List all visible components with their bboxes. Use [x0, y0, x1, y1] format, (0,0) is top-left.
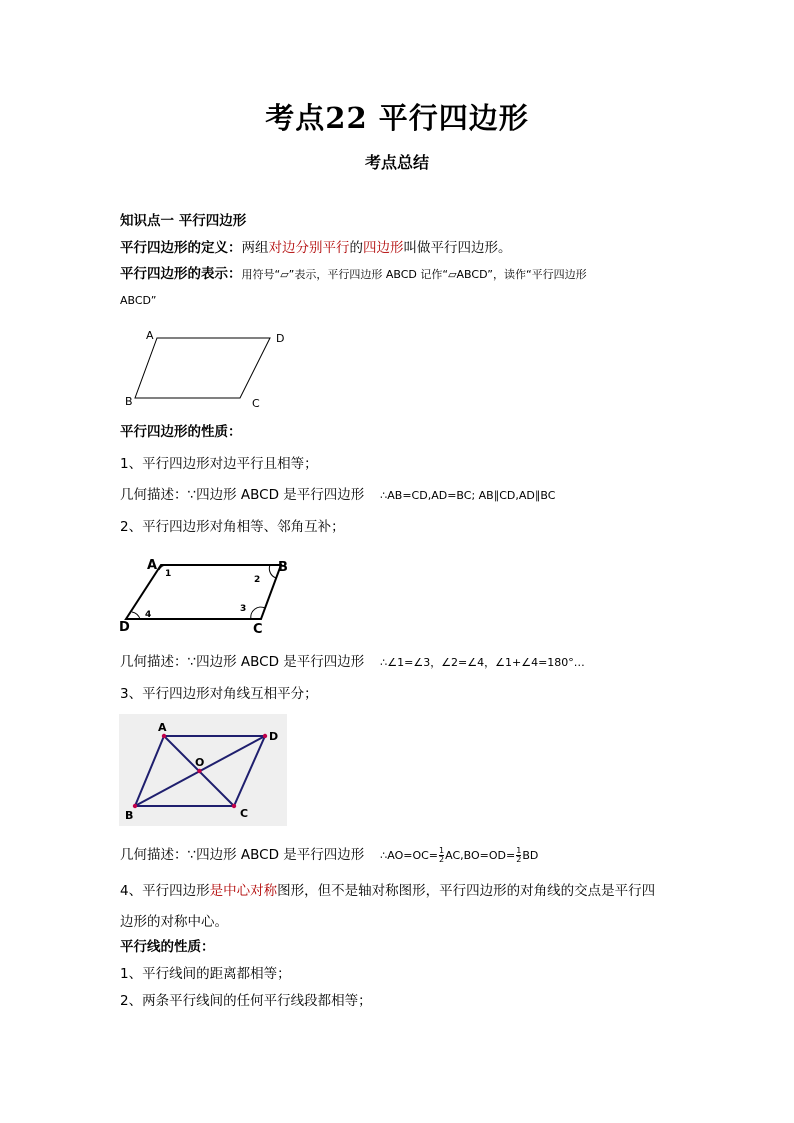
- fig1-label-b: B: [125, 395, 133, 408]
- p3-desc-c: BD: [522, 849, 539, 862]
- fraction-half-2: $\frac{1}{2}$: [516, 845, 522, 864]
- fig2-label-d: D: [119, 620, 130, 635]
- parallelogram-shape: [135, 338, 270, 398]
- notation-text-line2: ABCD”: [120, 294, 157, 307]
- p4-highlight: 是中心对称: [209, 883, 278, 899]
- parallel-property-2: 2、两条平行线间的任何平行线段都相等；: [120, 993, 372, 1009]
- fig1-label-c: C: [252, 397, 260, 410]
- property-2: 2、平行四边形对角相等、邻角互补；: [120, 519, 345, 535]
- fig2-angle-1: 1: [165, 569, 172, 579]
- notation-line: [120, 264, 587, 285]
- property-1-description: [120, 485, 555, 506]
- fig2-label-a: A: [147, 558, 158, 573]
- page-subtitle: 考点总结: [364, 153, 429, 172]
- point-o: [197, 769, 201, 773]
- definition-label: 平行四边形的定义：: [120, 240, 242, 256]
- fig3-label-o: O: [195, 756, 205, 769]
- fraction-half-1: $\frac{1}{2}$: [439, 845, 445, 864]
- parallelogram-figure-2: [116, 555, 306, 637]
- definition-highlight-1: 对边分别平行: [268, 240, 350, 256]
- p3-desc-b: AC,BO=OD=: [445, 849, 516, 862]
- definition-line: [120, 238, 512, 258]
- fig2-label-c: C: [253, 622, 263, 637]
- definition-text-2: 的: [349, 240, 363, 256]
- property-3-description: [120, 845, 538, 866]
- p1-desc-post: ∴AB=CD,AD=BC; AB∥CD,AD∥BC: [380, 489, 556, 502]
- definition-highlight-2: 四边形: [363, 240, 404, 256]
- properties-heading: 平行四边形的性质：: [120, 424, 242, 440]
- p4-text-1: 4、平行四边形: [120, 883, 210, 899]
- parallelogram-figure-1: [118, 322, 298, 414]
- page-title: 考点22 平行四边形: [265, 101, 529, 135]
- property-3: 3、平行四边形对角线互相平分；: [120, 686, 318, 702]
- fig1-label-d: D: [276, 332, 285, 345]
- p2-desc-post: ∴∠1=∠3，∠2=∠4，∠1+∠4=180°…: [380, 656, 585, 669]
- fig2-label-b: B: [278, 560, 288, 575]
- parallelogram-figure-3: [119, 714, 287, 826]
- fig2-angle-3: 3: [240, 604, 247, 614]
- p2-desc-pre: 几何描述：∵四边形 ABCD 是平行四边形: [120, 654, 365, 670]
- angle-arc-2: [269, 565, 276, 578]
- knowledge-point-heading: 知识点一 平行四边形: [120, 213, 247, 229]
- property-4-line2: 边形的对称中心。: [120, 914, 228, 930]
- fig1-label-a: A: [146, 329, 154, 342]
- fig3-label-c: C: [240, 807, 249, 820]
- p1-desc-pre: 几何描述：∵四边形 ABCD 是平行四边形: [120, 487, 365, 503]
- definition-text-3: 叫做平行四边形。: [403, 240, 512, 256]
- parallel-property-1: 1、平行线间的距离都相等；: [120, 966, 291, 982]
- parallel-lines-heading: 平行线的性质：: [120, 939, 215, 955]
- point-b: [133, 804, 137, 808]
- notation-label: 平行四边形的表示：: [120, 266, 242, 282]
- property-1: 1、平行四边形对边平行且相等；: [120, 456, 318, 472]
- fig2-angle-2: 2: [254, 575, 261, 585]
- point-c: [232, 804, 236, 808]
- property-4: [120, 881, 655, 901]
- p4-text-2: 图形，但不是轴对称图形，平行四边形的对角线的交点是平行四: [277, 883, 656, 899]
- notation-text: 用符号“▱”表示，平行四边形 ABCD 记作“▱ABCD”，读作“平行四边形: [241, 268, 587, 281]
- point-d: [263, 734, 267, 738]
- fig3-label-b: B: [125, 809, 134, 822]
- p3-desc-pre: 几何描述：∵四边形 ABCD 是平行四边形: [120, 847, 365, 863]
- fig3-label-d: D: [269, 730, 279, 743]
- point-a: [162, 734, 166, 738]
- fig2-angle-4: 4: [145, 610, 152, 620]
- definition-text-1: 两组: [241, 240, 269, 256]
- p3-desc-a: ∴AO=OC=: [380, 849, 439, 862]
- fig3-label-a: A: [158, 721, 167, 734]
- property-2-description: [120, 652, 585, 673]
- angle-arc-4: [132, 612, 140, 619]
